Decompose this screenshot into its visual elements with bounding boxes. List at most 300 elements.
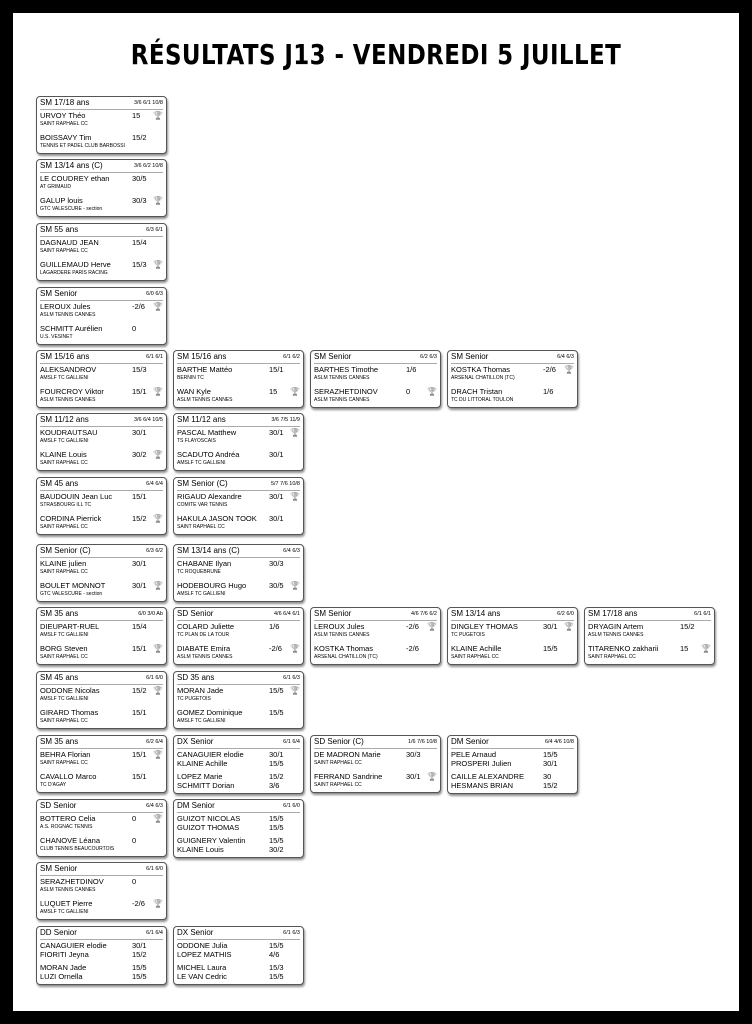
player-row bbox=[40, 963, 163, 972]
player-club: STRASBOURG ILL TC bbox=[40, 502, 92, 508]
player-name: CANAGUIER elodie bbox=[177, 750, 244, 759]
player-club: SAINT RAPHAEL CC bbox=[40, 524, 88, 530]
player-row bbox=[177, 772, 300, 781]
player-name: BEHRA Florian bbox=[40, 750, 91, 759]
player-name: LUQUET Pierre bbox=[40, 899, 93, 908]
trophy-icon: 🏆 bbox=[153, 686, 163, 695]
player-ranking: 15/5 bbox=[269, 972, 284, 981]
player-name: DAGNAUD JEAN bbox=[40, 238, 99, 247]
player-name: KOUDRAUTSAU bbox=[40, 428, 98, 437]
player-row bbox=[40, 111, 163, 121]
match-category: SM 13/14 ans (C) bbox=[177, 546, 240, 555]
match-header bbox=[451, 609, 574, 621]
player-ranking: 30/1 bbox=[269, 514, 284, 523]
match-card bbox=[36, 96, 167, 154]
player-ranking: 15/1 bbox=[269, 365, 284, 374]
match-category: SM 17/18 ans bbox=[40, 98, 90, 107]
trophy-icon: 🏆 bbox=[290, 492, 300, 501]
match-header bbox=[40, 546, 163, 558]
player-row bbox=[451, 622, 574, 632]
trophy-icon: 🏆 bbox=[153, 111, 163, 120]
match-category: SM Senior bbox=[314, 352, 352, 361]
player-ranking: 15/2 bbox=[269, 772, 284, 781]
match-score: 6/3 6/1 bbox=[146, 227, 163, 233]
player-row bbox=[588, 622, 711, 632]
player-ranking: 30/1 bbox=[132, 581, 147, 590]
player-name: GUIZOT THOMAS bbox=[177, 823, 240, 832]
match-score: 3/6 6/2 10/8 bbox=[133, 163, 163, 169]
match-category: SM Senior (C) bbox=[177, 479, 228, 488]
match-score: 6/1 6/3 bbox=[283, 930, 300, 936]
player-name: BARTHES Timothe bbox=[314, 365, 379, 374]
trophy-icon: 🏆 bbox=[153, 514, 163, 523]
match-category: SM 55 ans bbox=[40, 225, 79, 234]
match-card bbox=[36, 413, 167, 471]
match-score: 6/1 6/0 bbox=[283, 803, 300, 809]
player-ranking: 15 bbox=[132, 111, 141, 120]
match-category: DM Senior bbox=[451, 737, 489, 746]
player-club: ASLM TENNIS CANNES bbox=[40, 397, 96, 403]
player-row bbox=[177, 963, 300, 972]
player-club: SAINT RAPHAEL CC bbox=[177, 524, 225, 530]
match-header bbox=[40, 352, 163, 364]
trophy-icon: 🏆 bbox=[153, 581, 163, 590]
match-score: 1/6 7/6 10/8 bbox=[407, 739, 437, 745]
match-score: 6/1 6/0 bbox=[146, 866, 163, 872]
match-header bbox=[177, 609, 300, 621]
player-name: COLARD Juliette bbox=[177, 622, 235, 631]
player-row bbox=[177, 387, 300, 397]
match-score: 4/6 7/6 6/2 bbox=[411, 611, 437, 617]
player-name: KLAINE Achille bbox=[177, 759, 228, 768]
match-card bbox=[173, 544, 304, 602]
match-score: 6/1 6/1 bbox=[146, 354, 163, 360]
player-ranking: 15 bbox=[269, 387, 278, 396]
player-row bbox=[314, 750, 437, 760]
player-ranking: 0 bbox=[132, 814, 137, 823]
player-row bbox=[40, 302, 163, 312]
player-ranking: 15/2 bbox=[132, 950, 147, 959]
player-name: GOMEZ Dominique bbox=[177, 708, 243, 717]
match-score: 3/6 7/5 11/9 bbox=[271, 417, 300, 423]
match-header bbox=[177, 415, 300, 427]
player-name: GUIZOT NICOLAS bbox=[177, 814, 241, 823]
player-ranking: 15/1 bbox=[132, 492, 147, 501]
player-name: BARTHE Mattéo bbox=[177, 365, 233, 374]
player-row bbox=[451, 772, 574, 781]
match-score: 6/0 3/0 Ab bbox=[138, 611, 163, 617]
player-row bbox=[40, 950, 163, 959]
player-row bbox=[177, 950, 300, 959]
player-name: SERAZHETDINOV bbox=[40, 877, 104, 886]
player-name: GALUP louis bbox=[40, 196, 83, 205]
player-row bbox=[40, 324, 163, 334]
match-card bbox=[173, 799, 304, 858]
player-ranking: 3/6 bbox=[269, 781, 280, 790]
player-club: ASLM TENNIS CANNES bbox=[588, 632, 644, 638]
player-row bbox=[40, 492, 163, 502]
match-header bbox=[177, 673, 300, 685]
player-ranking: 30/1 bbox=[132, 428, 147, 437]
match-header bbox=[451, 352, 574, 364]
player-row bbox=[177, 845, 300, 854]
player-club: ASLM TENNIS CANNES bbox=[40, 312, 96, 318]
match-card bbox=[173, 671, 304, 729]
player-club: AMSLF TC GALLIENI bbox=[177, 460, 226, 466]
match-category: SM 11/12 ans bbox=[177, 415, 226, 424]
player-row bbox=[177, 781, 300, 790]
trophy-icon: 🏆 bbox=[153, 814, 163, 823]
player-club: GTC VALESCURE - section bbox=[40, 591, 103, 597]
match-score: 6/4 6/3 bbox=[283, 548, 300, 554]
player-row bbox=[40, 450, 163, 460]
player-club: ASLM TENNIS CANNES bbox=[314, 397, 370, 403]
player-name: GUILLEMAUD Herve bbox=[40, 260, 111, 269]
player-row bbox=[40, 772, 163, 782]
match-card bbox=[310, 735, 441, 793]
player-name: FIORITI Jeyna bbox=[40, 950, 89, 959]
player-ranking: 30/1 bbox=[132, 941, 147, 950]
player-club: SAINT RAPHAEL CC bbox=[40, 760, 88, 766]
player-ranking: 30/3 bbox=[269, 559, 284, 568]
match-category: SM 13/14 ans (C) bbox=[40, 161, 103, 170]
player-name: CHABANE Ilyan bbox=[177, 559, 232, 568]
player-name: PASCAL Matthew bbox=[177, 428, 237, 437]
match-header bbox=[177, 479, 300, 491]
player-ranking: 30/1 bbox=[543, 622, 558, 631]
match-score: 3/6 6/1 10/8 bbox=[133, 100, 163, 106]
player-club: AMSLF TC GALLIENI bbox=[40, 375, 89, 381]
match-card bbox=[310, 607, 441, 665]
player-name: BORG Steven bbox=[40, 644, 88, 653]
player-club: SAINT RAPHAEL CC bbox=[40, 248, 88, 254]
match-card bbox=[173, 735, 304, 794]
player-club: AMSLF TC GALLIENI bbox=[40, 909, 89, 915]
player-row bbox=[588, 644, 711, 654]
match-score: 6/1 6/2 bbox=[283, 354, 300, 360]
player-ranking: 30/2 bbox=[269, 845, 284, 854]
player-club: SAINT RAPHAEL CC bbox=[451, 654, 499, 660]
player-row bbox=[177, 686, 300, 696]
player-name: ODDONE Nicolas bbox=[40, 686, 100, 695]
player-ranking: 15/5 bbox=[269, 836, 284, 845]
match-score: 6/4 6/3 bbox=[557, 354, 574, 360]
player-row bbox=[40, 196, 163, 206]
player-row bbox=[177, 514, 300, 524]
match-score: 6/3 6/2 bbox=[146, 548, 163, 554]
player-row bbox=[40, 750, 163, 760]
player-name: DRYAGIN Artem bbox=[588, 622, 644, 631]
player-name: CHANOVE Léana bbox=[40, 836, 101, 845]
player-ranking: 30/3 bbox=[406, 750, 421, 759]
match-category: DX Senior bbox=[177, 928, 214, 937]
match-header bbox=[40, 673, 163, 685]
player-row bbox=[177, 559, 300, 569]
match-card bbox=[36, 862, 167, 920]
player-ranking: -2/6 bbox=[406, 622, 419, 631]
player-club: SAINT RAPHAEL CC bbox=[40, 121, 88, 127]
player-ranking: 15/2 bbox=[132, 514, 147, 523]
player-row bbox=[40, 581, 163, 591]
match-card bbox=[584, 607, 715, 665]
player-row bbox=[314, 644, 437, 654]
match-header bbox=[40, 864, 163, 876]
match-card bbox=[36, 223, 167, 281]
match-category: SM 15/16 ans bbox=[40, 352, 90, 361]
player-row bbox=[40, 174, 163, 184]
match-header bbox=[177, 352, 300, 364]
match-score: 6/2 6/4 bbox=[146, 739, 163, 745]
match-score: 3/6 6/4 10/5 bbox=[133, 417, 163, 423]
player-name: LOPEZ Marie bbox=[177, 772, 223, 781]
player-name: DRACH Tristan bbox=[451, 387, 503, 396]
player-ranking: 15/2 bbox=[543, 781, 558, 790]
player-club: AT GRIMAUD bbox=[40, 184, 71, 190]
player-name: KOSTKA Thomas bbox=[314, 644, 374, 653]
match-category: SD 35 ans bbox=[177, 673, 215, 682]
trophy-icon: 🏆 bbox=[564, 622, 574, 631]
player-row bbox=[40, 899, 163, 909]
match-card bbox=[36, 477, 167, 535]
player-club: SAINT RAPHAEL CC bbox=[314, 782, 362, 788]
trophy-icon: 🏆 bbox=[290, 686, 300, 695]
match-category: SM 11/12 ans bbox=[40, 415, 89, 424]
match-header bbox=[314, 737, 437, 749]
match-score: 6/2 6/0 bbox=[557, 611, 574, 617]
match-category: DX Senior bbox=[177, 737, 214, 746]
match-card bbox=[36, 350, 167, 408]
trophy-icon: 🏆 bbox=[427, 772, 437, 781]
player-name: GIRARD Thomas bbox=[40, 708, 99, 717]
player-club: SAINT RAPHAEL CC bbox=[40, 654, 88, 660]
player-row bbox=[40, 559, 163, 569]
player-row bbox=[40, 972, 163, 981]
player-name: CAILLE ALEXANDRE bbox=[451, 772, 524, 781]
player-club: CLUB TENNIS BEAUCOURTOIS bbox=[40, 846, 115, 852]
match-category: SM 35 ans bbox=[40, 737, 79, 746]
player-name: BOISSAVY Tim bbox=[40, 133, 92, 142]
player-ranking: 30/2 bbox=[132, 450, 147, 459]
player-row bbox=[451, 365, 574, 375]
player-club: A.S. ROGNAC TENNIS bbox=[40, 824, 93, 830]
player-club: AMSLF TC GALLIENI bbox=[177, 718, 226, 724]
player-name: MORAN Jade bbox=[177, 686, 224, 695]
player-row bbox=[177, 708, 300, 718]
match-card bbox=[173, 926, 304, 985]
player-club: ASLM TENNIS CANNES bbox=[177, 397, 233, 403]
match-header bbox=[40, 415, 163, 427]
player-row bbox=[40, 514, 163, 524]
match-card bbox=[36, 926, 167, 985]
trophy-icon: 🏆 bbox=[153, 260, 163, 269]
player-row bbox=[451, 781, 574, 790]
player-ranking: 15/5 bbox=[269, 814, 284, 823]
trophy-icon: 🏆 bbox=[290, 644, 300, 653]
player-ranking: 15/3 bbox=[132, 365, 147, 374]
player-ranking: 30/5 bbox=[269, 581, 284, 590]
player-ranking: 15/1 bbox=[132, 750, 147, 759]
match-category: SM 45 ans bbox=[40, 479, 79, 488]
player-ranking: 15/3 bbox=[269, 963, 284, 972]
player-club: GTC VALESCURE - section bbox=[40, 206, 103, 212]
player-name: KLAINE Louis bbox=[40, 450, 87, 459]
player-row bbox=[40, 387, 163, 397]
player-name: LEROUX Jules bbox=[314, 622, 365, 631]
player-ranking: 30/1 bbox=[269, 750, 284, 759]
player-name: BAUDOUIN Jean Luc bbox=[40, 492, 113, 501]
player-name: LOPEZ MATHIS bbox=[177, 950, 232, 959]
player-row bbox=[177, 750, 300, 759]
player-name: KLAINE Achille bbox=[451, 644, 502, 653]
player-name: LEROUX Jules bbox=[40, 302, 91, 311]
player-row bbox=[177, 759, 300, 768]
player-row bbox=[40, 622, 163, 632]
player-name: TITARENKO zakharii bbox=[588, 644, 659, 653]
player-name: LE VAN Cedric bbox=[177, 972, 227, 981]
player-club: ASLM TENNIS CANNES bbox=[177, 654, 233, 660]
match-header bbox=[588, 609, 711, 621]
player-name: CANAGUIER elodie bbox=[40, 941, 107, 950]
player-row bbox=[40, 814, 163, 824]
match-category: SD Senior (C) bbox=[314, 737, 364, 746]
player-ranking: 30/1 bbox=[269, 492, 284, 501]
player-row bbox=[314, 365, 437, 375]
player-ranking: 4/6 bbox=[269, 950, 280, 959]
match-category: SM Senior bbox=[40, 864, 78, 873]
player-row bbox=[40, 708, 163, 718]
match-card bbox=[447, 607, 578, 665]
player-club: TS FLAYOSCAIS bbox=[177, 438, 216, 444]
player-ranking: 15/5 bbox=[269, 708, 284, 717]
player-row bbox=[451, 759, 574, 768]
match-header bbox=[40, 289, 163, 301]
player-row bbox=[451, 644, 574, 654]
player-name: FOURCROY Viktor bbox=[40, 387, 104, 396]
match-category: SM 17/18 ans bbox=[588, 609, 638, 618]
match-header bbox=[40, 928, 163, 940]
trophy-icon: 🏆 bbox=[290, 428, 300, 437]
match-category: DM Senior bbox=[177, 801, 215, 810]
match-card bbox=[173, 350, 304, 408]
match-card bbox=[36, 607, 167, 665]
player-ranking: 1/6 bbox=[406, 365, 417, 374]
match-card bbox=[36, 671, 167, 729]
player-name: ODDONE Julia bbox=[177, 941, 228, 950]
player-row bbox=[40, 365, 163, 375]
player-row bbox=[40, 260, 163, 270]
player-name: MICHEL Laura bbox=[177, 963, 227, 972]
player-ranking: 15/5 bbox=[269, 686, 284, 695]
match-card bbox=[447, 350, 578, 408]
player-ranking: -2/6 bbox=[543, 365, 556, 374]
match-category: SM Senior bbox=[40, 289, 78, 298]
player-ranking: 15/5 bbox=[132, 972, 147, 981]
player-club: BERNIN TC bbox=[177, 375, 204, 381]
player-name: PELE Arnaud bbox=[451, 750, 497, 759]
player-club: TC PUGETOIS bbox=[451, 632, 485, 638]
player-ranking: 30/1 bbox=[269, 450, 284, 459]
player-name: FERRAND Sandrine bbox=[314, 772, 383, 781]
match-category: SM 13/14 ans bbox=[451, 609, 501, 618]
player-name: LE COUDREY ethan bbox=[40, 174, 110, 183]
player-club: TENNIS ET PADEL CLUB BARBOSSI bbox=[40, 143, 125, 149]
player-row bbox=[40, 644, 163, 654]
player-name: SCHMITT Aurélien bbox=[40, 324, 103, 333]
player-name: HAKULA JASON TOOK bbox=[177, 514, 257, 523]
player-name: ALEKSANDROV bbox=[40, 365, 97, 374]
match-header bbox=[177, 801, 300, 813]
match-score: 6/4 6/4 bbox=[146, 481, 163, 487]
player-ranking: 0 bbox=[132, 836, 137, 845]
player-ranking: -2/6 bbox=[132, 899, 145, 908]
match-category: SD Senior bbox=[177, 609, 214, 618]
player-ranking: 30/1 bbox=[132, 559, 147, 568]
player-ranking: 30/1 bbox=[269, 428, 284, 437]
player-ranking: 30/1 bbox=[406, 772, 421, 781]
player-name: LUZI Ornella bbox=[40, 972, 83, 981]
player-ranking: 15/2 bbox=[132, 686, 147, 695]
match-header bbox=[40, 479, 163, 491]
player-row bbox=[177, 622, 300, 632]
match-score: 6/0 6/3 bbox=[146, 291, 163, 297]
player-club: ARSENAL CHATILLON (TC) bbox=[451, 375, 515, 381]
player-club: SAINT RAPHAEL CC bbox=[314, 760, 362, 766]
player-row bbox=[177, 428, 300, 438]
player-name: HODEBOURG Hugo bbox=[177, 581, 247, 590]
player-name: DIABATE Emira bbox=[177, 644, 231, 653]
player-ranking: 30/1 bbox=[543, 759, 558, 768]
player-name: BOTTERO Celia bbox=[40, 814, 96, 823]
player-ranking: 30/5 bbox=[132, 174, 147, 183]
player-name: WAN Kyle bbox=[177, 387, 211, 396]
match-card bbox=[36, 799, 167, 857]
player-ranking: 15/5 bbox=[543, 644, 558, 653]
match-header bbox=[40, 609, 163, 621]
player-name: URVOY Théo bbox=[40, 111, 86, 120]
trophy-icon: 🏆 bbox=[153, 644, 163, 653]
player-ranking: 0 bbox=[406, 387, 411, 396]
match-header bbox=[451, 737, 574, 749]
player-club: ASLM TENNIS CANNES bbox=[314, 375, 370, 381]
player-name: GUIGNERY Valentin bbox=[177, 836, 246, 845]
match-score: 6/4 4/6 10/8 bbox=[544, 739, 574, 745]
player-ranking: 15/1 bbox=[132, 387, 147, 396]
player-ranking: 30 bbox=[543, 772, 552, 781]
match-header bbox=[40, 801, 163, 813]
player-ranking: 1/6 bbox=[269, 622, 280, 631]
player-row bbox=[40, 836, 163, 846]
player-club: COMITE VAR TENNIS bbox=[177, 502, 228, 508]
match-card bbox=[173, 607, 304, 665]
match-card bbox=[310, 350, 441, 408]
match-category: SM Senior (C) bbox=[40, 546, 91, 555]
match-card bbox=[36, 544, 167, 602]
player-name: KLAINE Louis bbox=[177, 845, 224, 854]
player-name: DINGLEY THOMAS bbox=[451, 622, 518, 631]
player-row bbox=[451, 387, 574, 397]
match-score: 6/4 6/3 bbox=[146, 803, 163, 809]
player-name: HESMANS BRIAN bbox=[451, 781, 514, 790]
player-row bbox=[40, 877, 163, 887]
match-header bbox=[177, 928, 300, 940]
player-row bbox=[40, 686, 163, 696]
player-ranking: 15/2 bbox=[680, 622, 695, 631]
player-ranking: 15/1 bbox=[132, 644, 147, 653]
match-header bbox=[177, 737, 300, 749]
player-club: LAGARDERE PARIS RACING bbox=[40, 270, 108, 276]
player-name: DE MADRON Marie bbox=[314, 750, 381, 759]
player-club: ASLM TENNIS CANNES bbox=[40, 887, 96, 893]
